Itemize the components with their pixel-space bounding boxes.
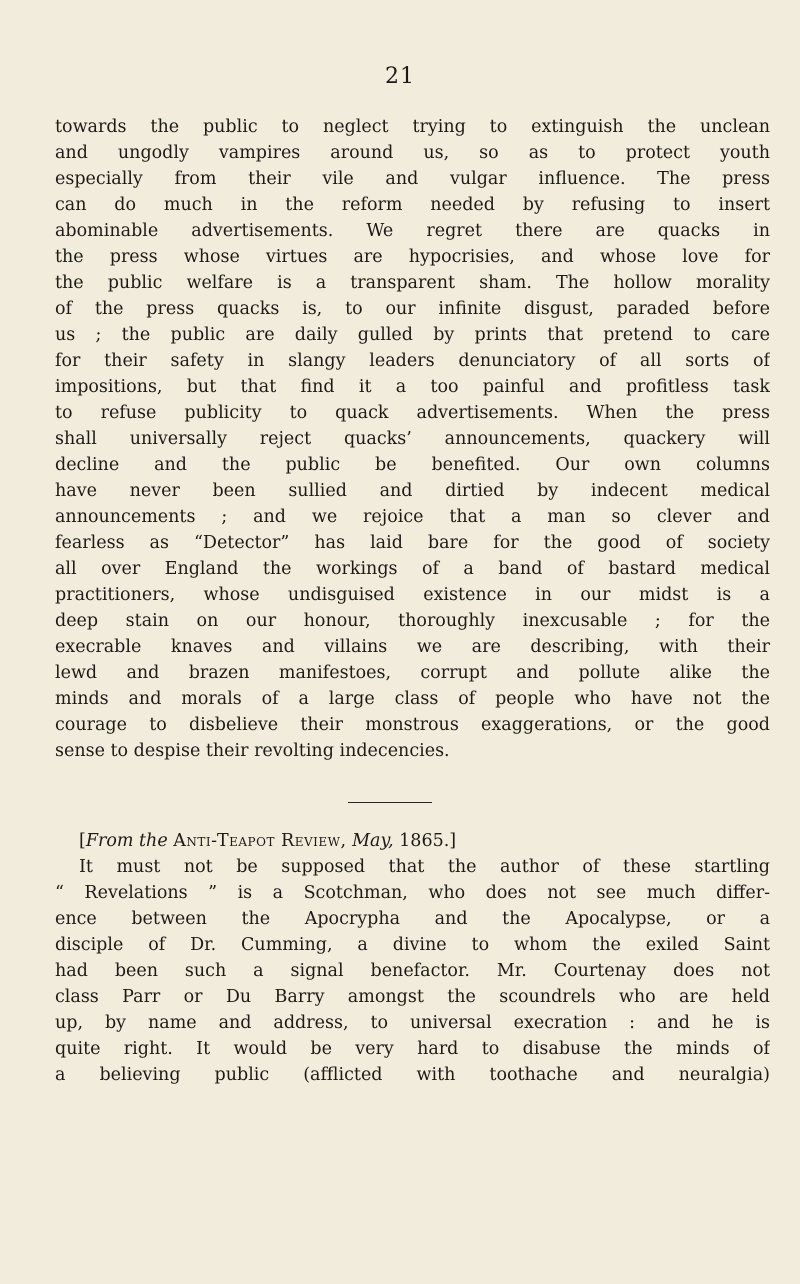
text-line: of the press quacks is, to our infinite disgust, paraded before — [55, 299, 770, 319]
text-line: minds and morals of a large class of people who have not the — [55, 689, 770, 709]
text-line: execrable knaves and villains we are describing, with their — [55, 637, 770, 657]
text-line: announcements ; and we rejoice that a man so clever and — [55, 507, 770, 527]
text-line: impositions, but that find it a too painful and profitless task — [55, 377, 770, 397]
text-line: disciple of Dr. Cumming, a divine to whom the exiled Saint — [55, 935, 770, 955]
text-line: a believing public (afflicted with toothache and neuralgia) — [55, 1065, 770, 1085]
text-line: to refuse publicity to quack advertisements. When the press — [55, 403, 770, 423]
text-line: have never been sullied and dirtied by indecent medical — [55, 481, 770, 501]
citation-month: May, — [352, 831, 394, 851]
page-number: 21 — [385, 64, 415, 89]
text-line: especially from their vile and vulgar influence. The press — [55, 169, 770, 189]
text-line: fearless as “Detector” has laid bare for the good of society — [55, 533, 770, 553]
paragraph-press-quacks — [55, 114, 770, 764]
citation-from: From the — [85, 831, 168, 851]
text-line: and ungodly vampires around us, so as to protect youth — [55, 143, 770, 163]
text-line: all over England the workings of a band of bastard medical — [55, 559, 770, 579]
text-line: the public welfare is a transparent sham. The hollow morality — [55, 273, 770, 293]
text-line: up, by name and address, to universal execration : and he is — [55, 1013, 770, 1033]
text-line: for their safety in slangy leaders denunciatory of all sorts of — [55, 351, 770, 371]
text-line: It must not be supposed that the author of these startling — [79, 857, 770, 877]
text-line: had been such a signal benefactor. Mr. Courtenay does not — [55, 961, 770, 981]
text-line: courage to disbelieve their monstrous exaggerations, or the good — [55, 715, 770, 735]
text-line: can do much in the reform needed by refusing to insert — [55, 195, 770, 215]
text-line: practitioners, whose undisguised existence in our midst is a — [55, 585, 770, 605]
citation-bracket: [ — [79, 831, 86, 851]
text-line: shall universally reject quacks’ announcements, quackery will — [55, 429, 770, 449]
section-divider — [348, 802, 432, 803]
source-citation — [55, 828, 770, 854]
text-line: sense to despise their revolting indecencies. — [55, 741, 450, 761]
text-line: towards the public to neglect trying to extinguish the unclean — [55, 117, 770, 137]
text-line: the press whose virtues are hypocrisies, and whose love for — [55, 247, 770, 267]
text-line: class Parr or Du Barry amongst the scoundrels who are held — [55, 987, 770, 1007]
review-excerpt — [55, 828, 770, 1088]
text-line: quite right. It would be very hard to disabuse the minds of — [55, 1039, 770, 1059]
text-line: lewd and brazen manifestoes, corrupt and pollute alike the — [55, 663, 770, 683]
text-line: us ; the public are daily gulled by prints that pretend to care — [55, 325, 770, 345]
citation-year: 1865.] — [399, 831, 457, 851]
text-line: abominable advertisements. We regret there are quacks in — [55, 221, 770, 241]
text-line: deep stain on our honour, thoroughly inexcusable ; for the — [55, 611, 770, 631]
citation-publication: Anti-Teapot Review, — [173, 831, 347, 851]
text-line: “ Revelations ” is a Scotchman, who does not see much differ- — [55, 883, 770, 903]
text-line: decline and the public be benefited. Our own columns — [55, 455, 770, 475]
text-line: ence between the Apocrypha and the Apocalypse, or a — [55, 909, 770, 929]
